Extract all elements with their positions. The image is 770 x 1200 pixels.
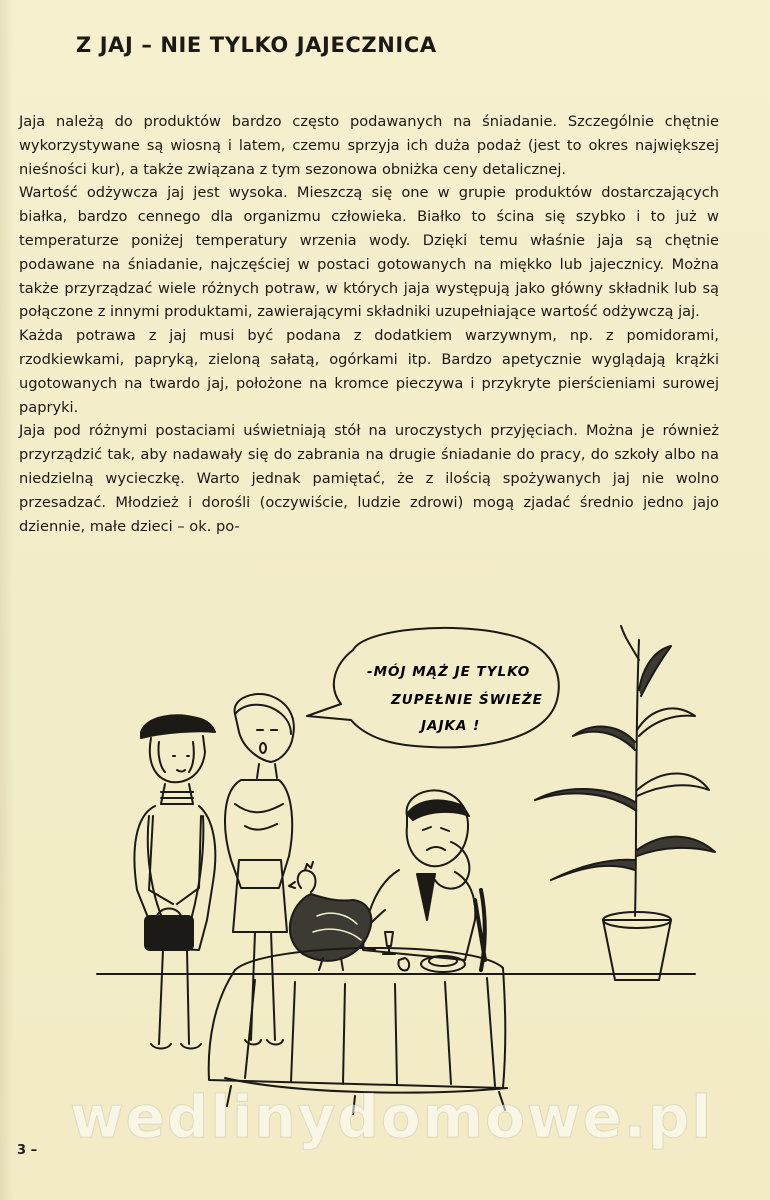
paragraph-1: Jaja należą do produktów bardzo często podawanych na śniadanie. Szczególnie chętnie wykorzystywane są wiosną i latem, czemu sprzyja ich duża podaż (jest to okres największej nieśności kur), a także związana z tym sezonowa obniżka ceny detalicznej. bbox=[19, 113, 719, 178]
hen-figure bbox=[289, 862, 371, 970]
page-number: 3 – bbox=[17, 1143, 38, 1158]
seated-man-figure bbox=[357, 790, 485, 970]
paragraph-4: Jaja pod różnymi postaciami uświetniają stół na uroczystych przyjęciach. Można je również przyrządzić tak, aby nadawały się do zabrania na drugie śniadanie do pracy, do szkoły albo na niedzielną wycieczkę. Warto jednak pamiętać, że z ilością spożywanych jaj nie wolno przesadzać. Młodzież i dorośli (oczywiście, ludzie zdrowi) mogą zjadać średnio jedno jajo dziennie, małe dzieci – ok. po- bbox=[19, 422, 719, 535]
speech-line-3: JAJKA ! bbox=[421, 718, 481, 734]
speech-line-2: ZUPEŁNIE ŚWIEŻE bbox=[391, 692, 543, 708]
page-edge-shadow bbox=[0, 0, 14, 1200]
waitress-figure bbox=[225, 694, 294, 1044]
watermark: wedlinydomowe.pl bbox=[70, 1083, 714, 1151]
paragraph-3: Każda potrawa z jaj musi być podana z dodatkiem warzywnym, np. z pomidorami, rzodkiewkami, papryką, zieloną sałatą, ogórkami itp. Bardzo apetycznie wyglądają krążki ugotowanych na twardo jaj, położone na kromce pieczywa i przykryte pierścieniami surowej papryki. bbox=[19, 327, 719, 416]
paragraph-2: Wartość odżywcza jaj jest wysoka. Mieszczą się one w grupie produktów dostarczających białka, bardzo cennego dla organizmu człowieka. Białko to ścina się szybko i to już w temperaturze poniżej temperatury wrzenia wody. Dzięki temu właśnie jaja są chętnie podawane na śniadanie, najczęściej w postaci gotowanych na miękko lub jajecznicy. Można także przyrządzać wiele różnych potraw, w których jaja występują jako główny składnik lub są połączone z innymi produktami, zawierającymi składniki uzupełniające wartość odżywczą jaj. bbox=[19, 184, 719, 321]
speech-line-1: -MÓJ MĄŻ JE TYLKO bbox=[367, 664, 531, 680]
page-title: Z JAJ – NIE TYLKO JAJECZNICA bbox=[76, 33, 437, 57]
woman-in-hat-figure bbox=[134, 715, 215, 1048]
potted-plant bbox=[535, 626, 715, 980]
article-body bbox=[19, 110, 719, 538]
cartoon-illustration bbox=[95, 620, 755, 1120]
